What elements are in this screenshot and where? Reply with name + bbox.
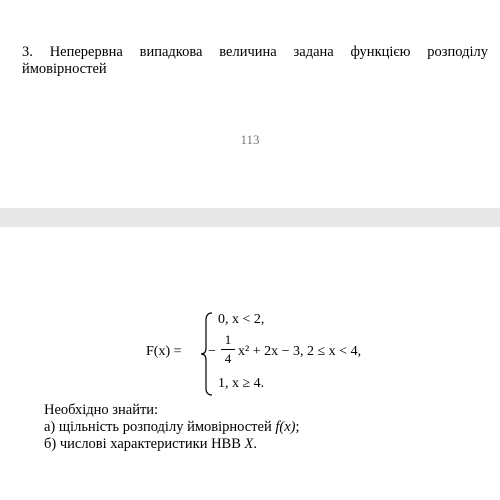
page-gap (0, 208, 500, 227)
formula-case-3: 1, x ≥ 4. (218, 376, 265, 391)
formula-lhs: F(x) = (146, 344, 182, 359)
distribution-formula (146, 309, 476, 399)
task-b-suffix: . (253, 436, 258, 452)
task-b (44, 436, 300, 453)
task-b-text: б) числові характеристики НВВ (44, 436, 241, 452)
formula-fraction (221, 332, 235, 367)
task-a (44, 419, 300, 436)
tasks-intro: Необхідно знайти: (44, 402, 159, 418)
problem-number: 3. (22, 44, 33, 60)
problem-text: Неперервна випадкова величина задана функцією розподілу ймовірностей (22, 44, 488, 77)
page-top (0, 0, 500, 208)
task-b-variable: X (244, 436, 254, 452)
formula-case-1: 0, x < 2, (218, 312, 265, 327)
task-a-text: а) щільність розподілу ймовірностей (44, 419, 272, 435)
task-a-formula: f(x) (275, 419, 296, 435)
fraction-numerator: 1 (224, 332, 232, 347)
fraction-bar (221, 349, 235, 350)
page-number: 113 (240, 132, 260, 147)
fraction-denominator: 4 (224, 351, 232, 366)
problem-statement (22, 44, 488, 78)
formula-minus: − (208, 344, 216, 359)
tasks (44, 402, 300, 453)
task-a-suffix: ; (295, 419, 300, 435)
formula-case-2: x² + 2x − 3, 2 ≤ x < 4, (238, 344, 362, 359)
